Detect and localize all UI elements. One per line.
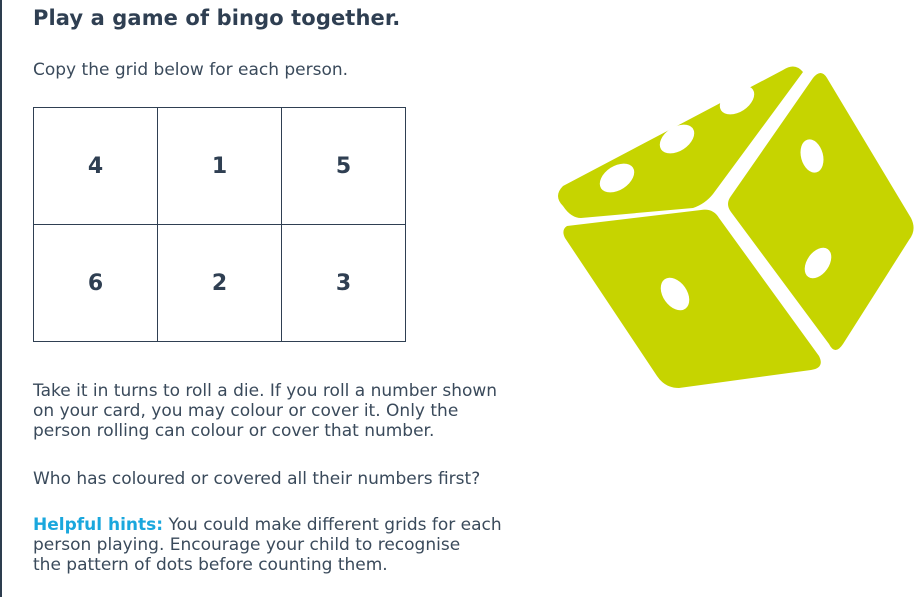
- dice-icon: [545, 58, 915, 398]
- hints-line: person playing. Encourage your child to recognise: [33, 535, 461, 555]
- hints-line: You could make different grids for each: [163, 515, 502, 535]
- grid-row: [34, 225, 406, 342]
- instructions-text: [33, 381, 603, 441]
- helpful-hints-label: Helpful hints:: [33, 515, 164, 535]
- page-edge-rule: [0, 0, 2, 597]
- intro-text: Copy the grid below for each person.: [33, 60, 349, 80]
- question-text: Who has coloured or covered all their numbers first?: [33, 469, 481, 489]
- page-title: Play a game of bingo together.: [33, 6, 401, 30]
- instructions-line: on your card, you may colour or cover it. Only the: [33, 401, 459, 421]
- grid-cell: 4: [34, 108, 158, 225]
- grid-cell: 1: [158, 108, 282, 225]
- instructions-line: Take it in turns to roll a die. If you roll a number shown: [33, 381, 498, 401]
- bingo-grid: [33, 107, 406, 342]
- helpful-hints: [33, 515, 603, 575]
- grid-cell: 2: [158, 225, 282, 342]
- instructions-line: person rolling can colour or cover that number.: [33, 421, 435, 441]
- hints-line: the pattern of dots before counting them.: [33, 555, 388, 575]
- grid-cell: 5: [282, 108, 406, 225]
- grid-cell: 6: [34, 225, 158, 342]
- grid-row: [34, 108, 406, 225]
- grid-cell: 3: [282, 225, 406, 342]
